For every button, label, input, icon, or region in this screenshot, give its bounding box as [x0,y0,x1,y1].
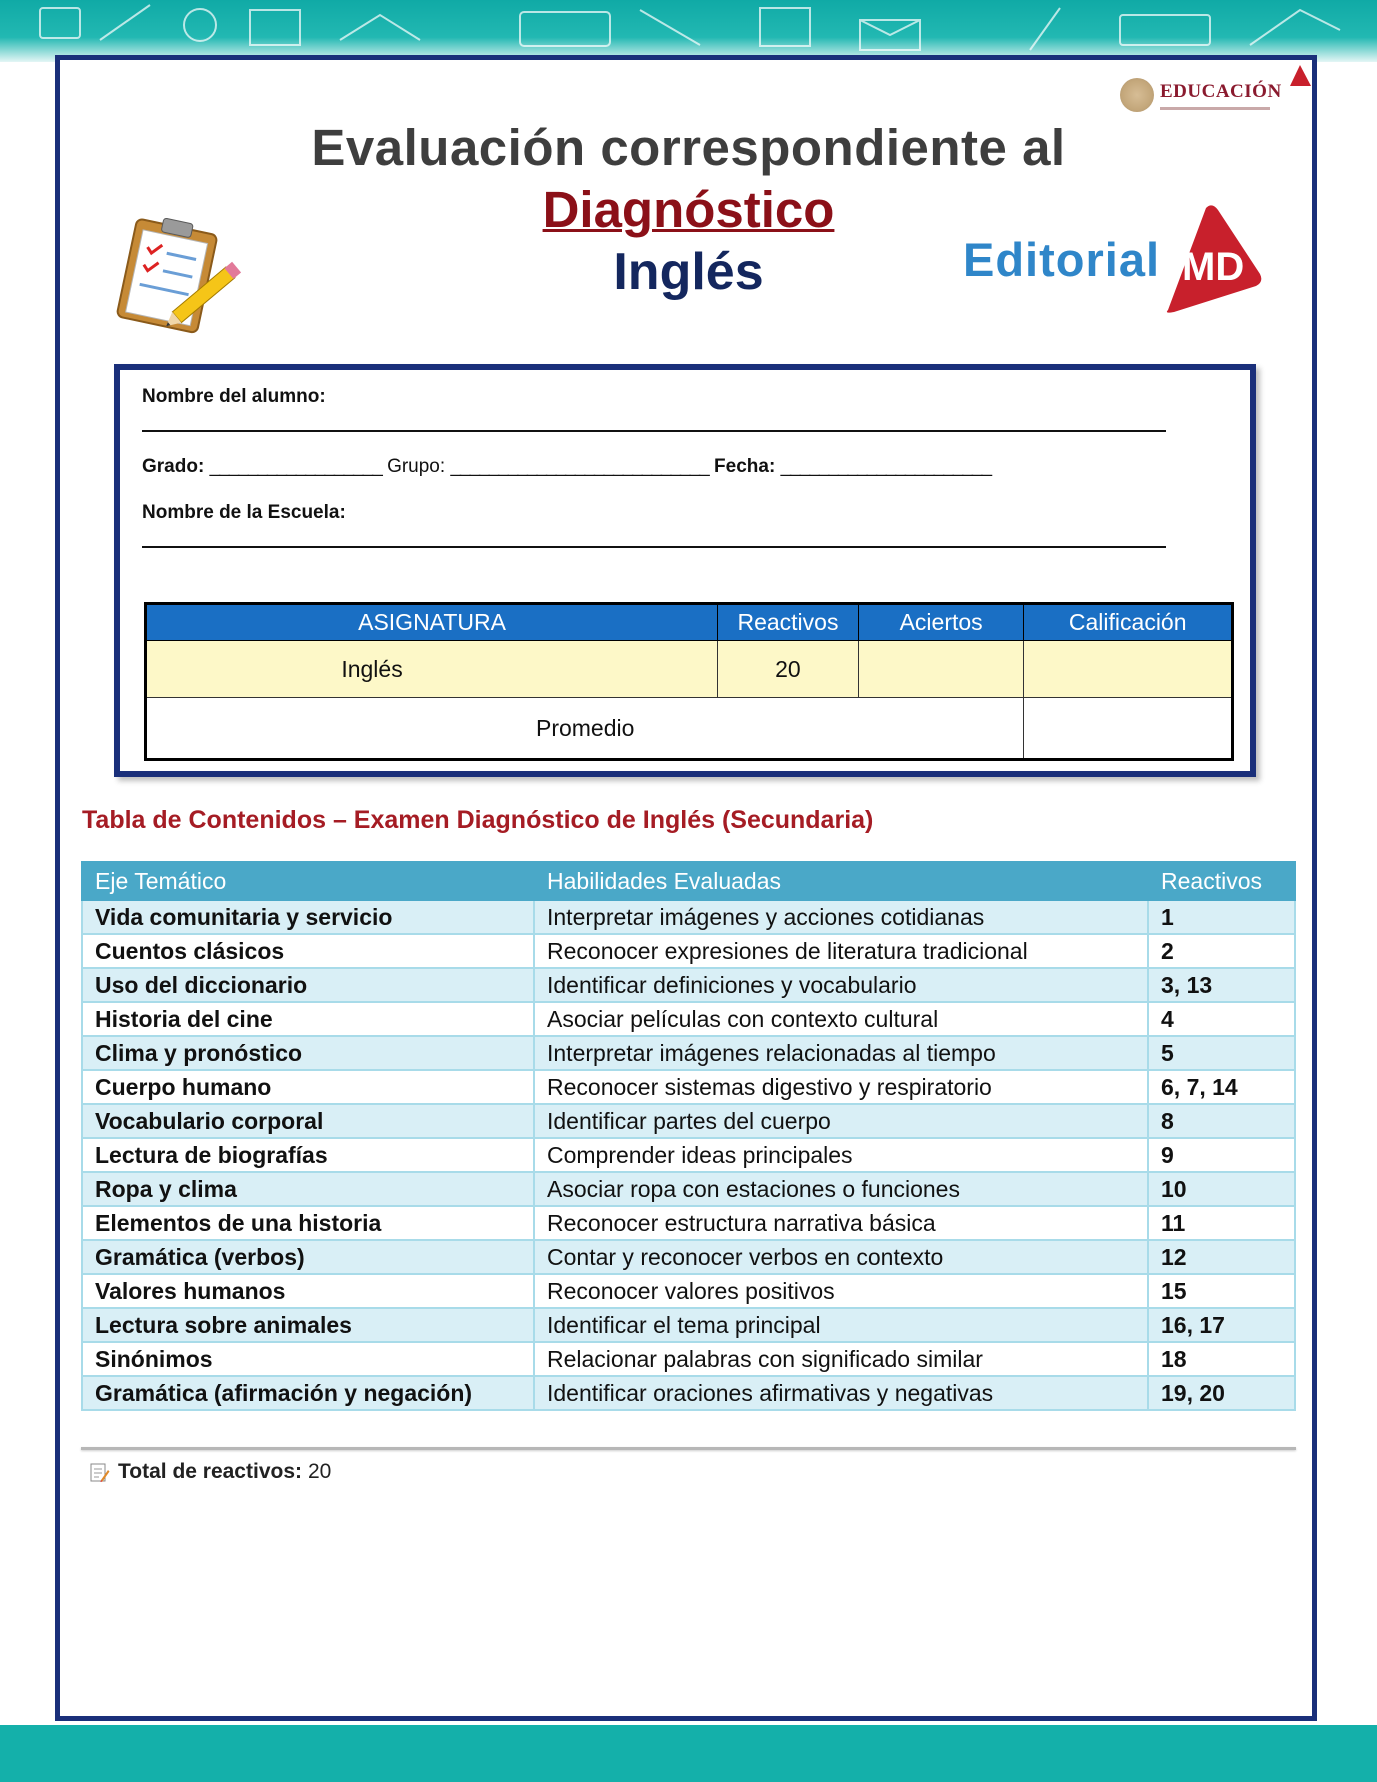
reactivos-cell: 4 [1148,1002,1295,1036]
grade-line[interactable]: __________________ [209,456,382,477]
habilidad-cell: Identificar definiciones y vocabulario [534,968,1148,1002]
total-divider [81,1447,1296,1450]
habilidad-cell: Asociar películas con contexto cultural [534,1002,1148,1036]
toc-title: Tabla de Contenidos – Examen Diagnóstico de Inglés (Secundaria) [82,806,874,834]
header-calificacion: Calificación [1024,604,1233,641]
reactivos-cell: 18 [1148,1342,1295,1376]
reactivos-cell: 19, 20 [1148,1376,1295,1410]
title-line-1: Evaluación correspondiente al [311,119,1066,176]
editorial-word: Editorial [963,232,1161,286]
reactivos-cell: 3, 13 [1148,968,1295,1002]
total-value: 20 [308,1460,332,1483]
table-row [82,1002,1295,1036]
eje-cell: Ropa y clima [82,1172,534,1206]
promedio-row [146,698,1233,760]
title-line-3: Inglés [613,243,764,301]
header-aciertos: Aciertos [858,604,1024,641]
date-line[interactable]: ______________________ [780,456,992,477]
eje-cell: Clima y pronóstico [82,1036,534,1070]
habilidad-cell: Reconocer valores positivos [534,1274,1148,1308]
title-line-2: Diagnóstico [542,181,835,238]
subject-row [146,641,1233,698]
school-name-line[interactable] [142,546,1166,548]
top-decorative-band [0,0,1377,62]
habilidad-cell: Identificar oraciones afirmativas y negativas [534,1376,1148,1410]
habilidad-cell: Identificar el tema principal [534,1308,1148,1342]
table-row [82,1240,1295,1274]
table-row [82,968,1295,1002]
school-doodles-icon [0,0,1377,62]
table-row [82,934,1295,968]
toc-header-habilidades: Habilidades Evaluadas [534,862,1148,900]
habilidad-cell: Identificar partes del cuerpo [534,1104,1148,1138]
reactivos-cell: 8 [1148,1104,1295,1138]
table-row [82,1274,1295,1308]
education-logo-text: EDUCACIÓN [1160,80,1282,102]
clipboard-pencil-icon [108,214,243,339]
reactivos-cell: 16, 17 [1148,1308,1295,1342]
table-row [82,1036,1295,1070]
eje-cell: Valores humanos [82,1274,534,1308]
subject-reactivos: 20 [718,641,859,698]
group-line[interactable]: ___________________________ [450,456,709,477]
eje-cell: Gramática (afirmación y negación) [82,1376,534,1410]
table-row [82,1104,1295,1138]
habilidad-cell: Interpretar imágenes y acciones cotidianas [534,900,1148,934]
student-info-box [114,364,1256,777]
reactivos-cell: 11 [1148,1206,1295,1240]
habilidad-cell: Reconocer estructura narrativa básica [534,1206,1148,1240]
habilidad-cell: Interpretar imágenes relacionadas al tiempo [534,1036,1148,1070]
eje-cell: Gramática (verbos) [82,1240,534,1274]
memo-icon [88,1461,110,1483]
table-row [82,1070,1295,1104]
eje-cell: Sinónimos [82,1342,534,1376]
total-label: Total de reactivos: [118,1460,302,1483]
student-name-line[interactable] [142,430,1166,432]
grade-table [144,602,1234,761]
habilidad-cell: Relacionar palabras con significado similar [534,1342,1148,1376]
table-row [82,1138,1295,1172]
habilidad-cell: Reconocer expresiones de literatura tradicional [534,934,1148,968]
seal-icon [1120,78,1154,112]
reactivos-cell: 5 [1148,1036,1295,1070]
habilidad-cell: Contar y reconocer verbos en contexto [534,1240,1148,1274]
eje-cell: Lectura sobre animales [82,1308,534,1342]
header-asignatura: ASIGNATURA [146,604,718,641]
md-triangle-logo-icon [1160,204,1264,314]
grade-table-header [146,604,1233,641]
table-row [82,1376,1295,1410]
toc-table [81,861,1296,1411]
reactivos-cell: 6, 7, 14 [1148,1070,1295,1104]
eje-cell: Historia del cine [82,1002,534,1036]
education-logo [1120,78,1282,112]
toc-header-reactivos: Reactivos [1148,862,1295,900]
education-logo-subline [1160,107,1270,110]
table-row [82,1206,1295,1240]
group-label: Grupo: [387,456,446,477]
bottom-decorative-band [0,1725,1377,1782]
table-row [82,900,1295,934]
table-row [82,1172,1295,1206]
toc-header-row [82,862,1295,900]
reactivos-cell: 10 [1148,1172,1295,1206]
eje-cell: Vida comunitaria y servicio [82,900,534,934]
promedio-input[interactable] [1024,698,1233,760]
student-name-label: Nombre del alumno: [142,386,326,407]
subject-name: Inglés [146,641,718,698]
habilidad-cell: Reconocer sistemas digestivo y respiratorio [534,1070,1148,1104]
reactivos-cell: 15 [1148,1274,1295,1308]
eje-cell: Cuentos clásicos [82,934,534,968]
eje-cell: Vocabulario corporal [82,1104,534,1138]
reactivos-cell: 1 [1148,900,1295,934]
grade-label: Grado: [142,456,205,477]
reactivos-cell: 2 [1148,934,1295,968]
promedio-label: Promedio [146,698,1024,760]
subject-aciertos-input[interactable] [858,641,1024,698]
grade-group-date-row [142,456,991,478]
eje-cell: Uso del diccionario [82,968,534,1002]
habilidad-cell: Asociar ropa con estaciones o funciones [534,1172,1148,1206]
school-name-label: Nombre de la Escuela: [142,502,346,523]
habilidad-cell: Comprender ideas principales [534,1138,1148,1172]
editorial-md-logo [963,204,1264,314]
total-reactivos [88,1460,331,1484]
toc-header-eje: Eje Temático [82,862,534,900]
reactivos-cell: 9 [1148,1138,1295,1172]
table-row [82,1308,1295,1342]
md-mini-logo-icon [1286,62,1314,90]
eje-cell: Elementos de una historia [82,1206,534,1240]
date-label: Fecha: [714,456,776,477]
eje-cell: Cuerpo humano [82,1070,534,1104]
subject-calificacion-input[interactable] [1024,641,1233,698]
md-mark-text: MD [1182,245,1245,289]
header-reactivos: Reactivos [718,604,859,641]
table-row [82,1342,1295,1376]
eje-cell: Lectura de biografías [82,1138,534,1172]
reactivos-cell: 12 [1148,1240,1295,1274]
